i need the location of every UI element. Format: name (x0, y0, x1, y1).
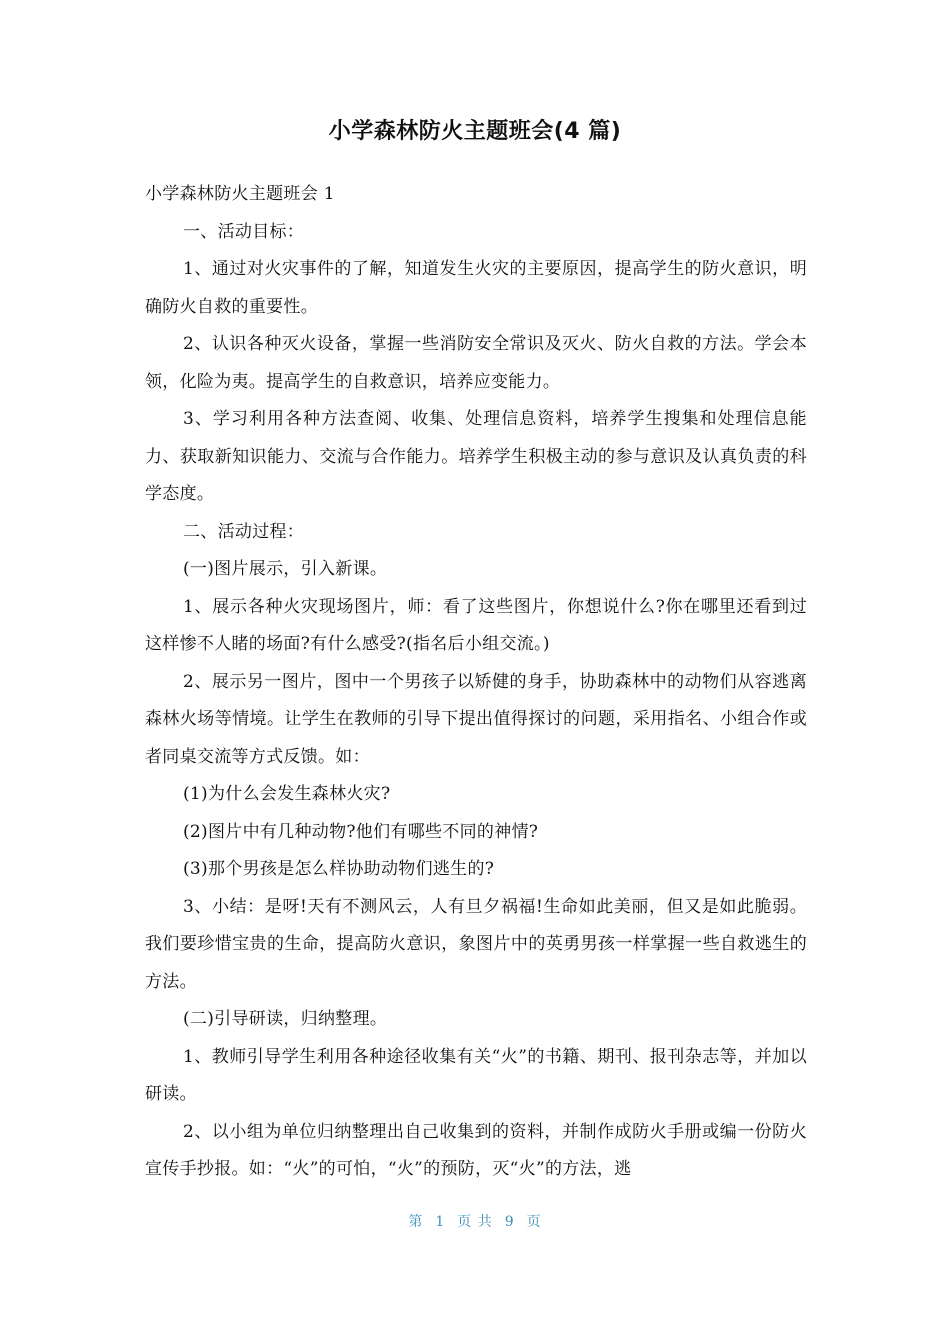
paragraph: 1、展示各种火灾现场图片，师：看了这些图片，你想说什么?你在哪里还看到过这样惨不人睹的场面?有什么感受?(指名后小组交流。) (145, 596, 807, 654)
paragraph: 二、活动过程： (183, 521, 305, 542)
footer-middle: 页 共 (457, 1214, 493, 1230)
paragraph: 3、学习利用各种方法查阅、收集、处理信息资料，培养学生搜集和处理信息能力、获取新知识能力、交流与合作能力。培养学生积极主动的参与意识及认真负责的科学态度。 (145, 409, 807, 504)
paragraph: 1、教师引导学生利用各种途径收集有关“火”的书籍、期刊、报刊杂志等，并加以研读。 (145, 1046, 807, 1104)
paragraph: 2、以小组为单位归纳整理出自己收集到的资料，并制作成防火手册或编一份防火宣传手抄报。如：“火”的可怕，“火”的预防，灭“火”的方法，逃 (145, 1121, 807, 1179)
document-body (145, 176, 807, 1189)
footer-total-pages: 9 (504, 1214, 515, 1230)
footer-prefix: 第 (408, 1214, 424, 1230)
paragraph: (3)那个男孩是怎么样协助动物们逃生的? (183, 859, 495, 879)
document-title: 小学森林防火主题班会(4 篇) (328, 119, 622, 144)
page-footer (0, 1208, 950, 1236)
section-heading: 小学森林防火主题班会 1 (145, 184, 335, 204)
paragraph: (一)图片展示，引入新课。 (183, 559, 388, 579)
paragraph: 一、活动目标： (183, 221, 305, 242)
footer-current-page: 1 (435, 1214, 446, 1230)
paragraph: (二)引导研读，归纳整理。 (183, 1009, 388, 1029)
paragraph: (1)为什么会发生森林火灾? (183, 784, 391, 804)
paragraph: 3、小结：是呀!天有不测风云，人有旦夕祸福!生命如此美丽，但又是如此脆弱。我们要珍惜宝贵的生命，提高防火意识，象图片中的英勇男孩一样掌握一些自救逃生的方法。 (145, 896, 807, 992)
paragraph: 1、通过对火灾事件的了解，知道发生火灾的主要原因，提高学生的防火意识，明确防火自救的重要性。 (145, 259, 807, 317)
footer-suffix: 页 (526, 1214, 542, 1230)
paragraph: (2)图片中有几种动物?他们有哪些不同的神情? (183, 821, 539, 842)
paragraph: 2、展示另一图片，图中一个男孩子以矫健的身手，协助森林中的动物们从容逃离森林火场等情境。让学生在教师的引导下提出值得探讨的问题，采用指名、小组合作或者同桌交流等方式反馈。如： (145, 671, 807, 767)
paragraph: 2、认识各种灭火设备，掌握一些消防安全常识及灭火、防火自救的方法。学会本领，化险为夷。提高学生的自救意识，培养应变能力。 (145, 334, 807, 392)
